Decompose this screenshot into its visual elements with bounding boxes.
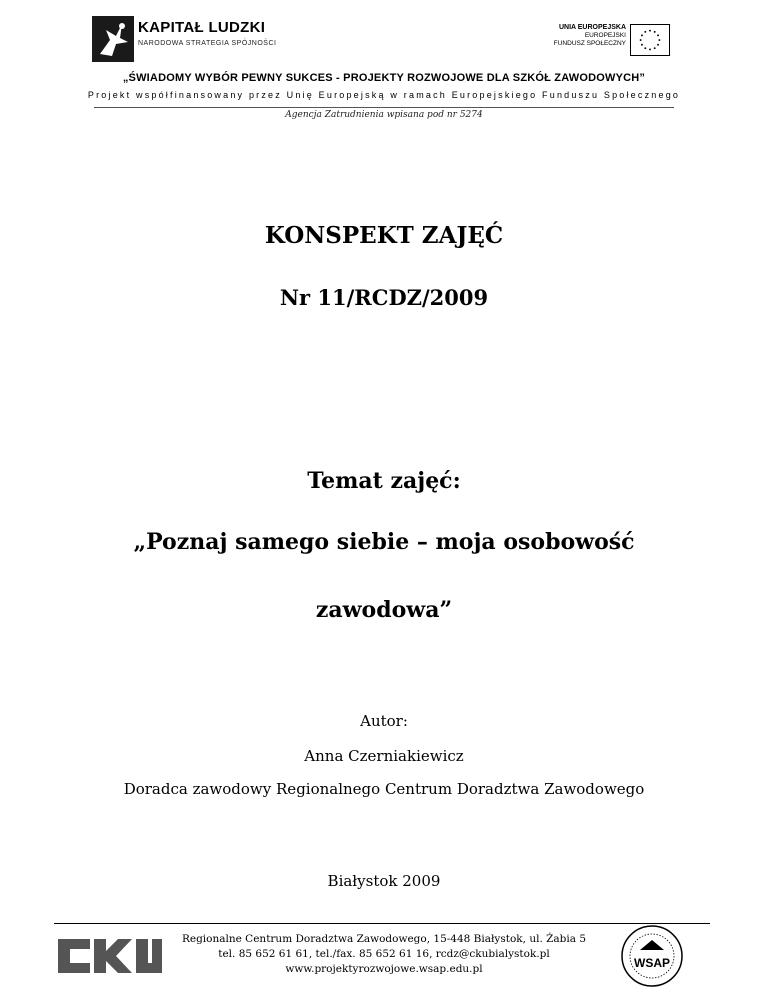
footer-divider	[54, 923, 710, 924]
header-divider	[94, 107, 674, 108]
eu-logo-line2: EUROPEJSKI	[584, 32, 626, 39]
program-logo-title: KAPITAŁ LUDZKI	[138, 19, 266, 36]
kapital-ludzki-logo	[92, 16, 277, 62]
author-role: Doradca zawodowy Regionalnego Centrum Doradztwa Zawodowego	[123, 780, 645, 798]
agency-note: Agencja Zatrudnienia wpisana pod nr 5274	[285, 110, 483, 120]
author-label: Autor:	[360, 712, 408, 730]
document-title: KONSPEKT ZAJĘĆ	[264, 222, 504, 249]
project-subtitle: Projekt współfinansowany przez Unię Europejską w ramach Europejskiego Funduszu Społecznego	[87, 90, 681, 100]
kapital-ludzki-logo-icon	[92, 16, 134, 62]
footer-website-link[interactable]: www.projektyrozwojowe.wsap.edu.pl	[285, 963, 483, 975]
eu-logo-text	[554, 24, 626, 48]
eu-logo-line3: FUNDUSZ SPOŁECZNY	[553, 40, 626, 47]
svg-text:WSAP: WSAP	[634, 956, 670, 970]
topic-title-line1: „Poznaj samego siebie – moja osobowość	[133, 529, 635, 555]
eu-flag-icon	[630, 24, 670, 56]
footer-address: Regionalne Centrum Doradztwa Zawodowego, 15-448 Białystok, ul. Żabia 5	[181, 933, 587, 945]
document-number: Nr 11/RCDZ/2009	[279, 285, 489, 310]
eu-logo-line1: UNIA EUROPEJSKA	[558, 24, 626, 31]
wsap-logo	[620, 924, 684, 988]
program-logo-subtitle: NARODOWA STRATEGIA SPÓJNOŚCI	[138, 40, 277, 47]
eu-logo	[520, 24, 670, 64]
topic-title-line2: zawodowa”	[315, 597, 453, 623]
place-date: Białystok 2009	[327, 872, 441, 890]
project-title: „ŚWIADOMY WYBÓR PEWNY SUKCES - PROJEKTY ROZWOJOWE DLA SZKÓŁ ZAWODOWYCH”	[122, 72, 646, 84]
footer-contact[interactable]: tel. 85 652 61 61, tel./fax. 85 652 61 16, rcdz@ckubialystok.pl	[218, 948, 550, 960]
author-name: Anna Czerniakiewicz	[304, 747, 464, 765]
wsap-seal-icon	[620, 924, 684, 988]
topic-label: Temat zajęć:	[307, 468, 461, 494]
